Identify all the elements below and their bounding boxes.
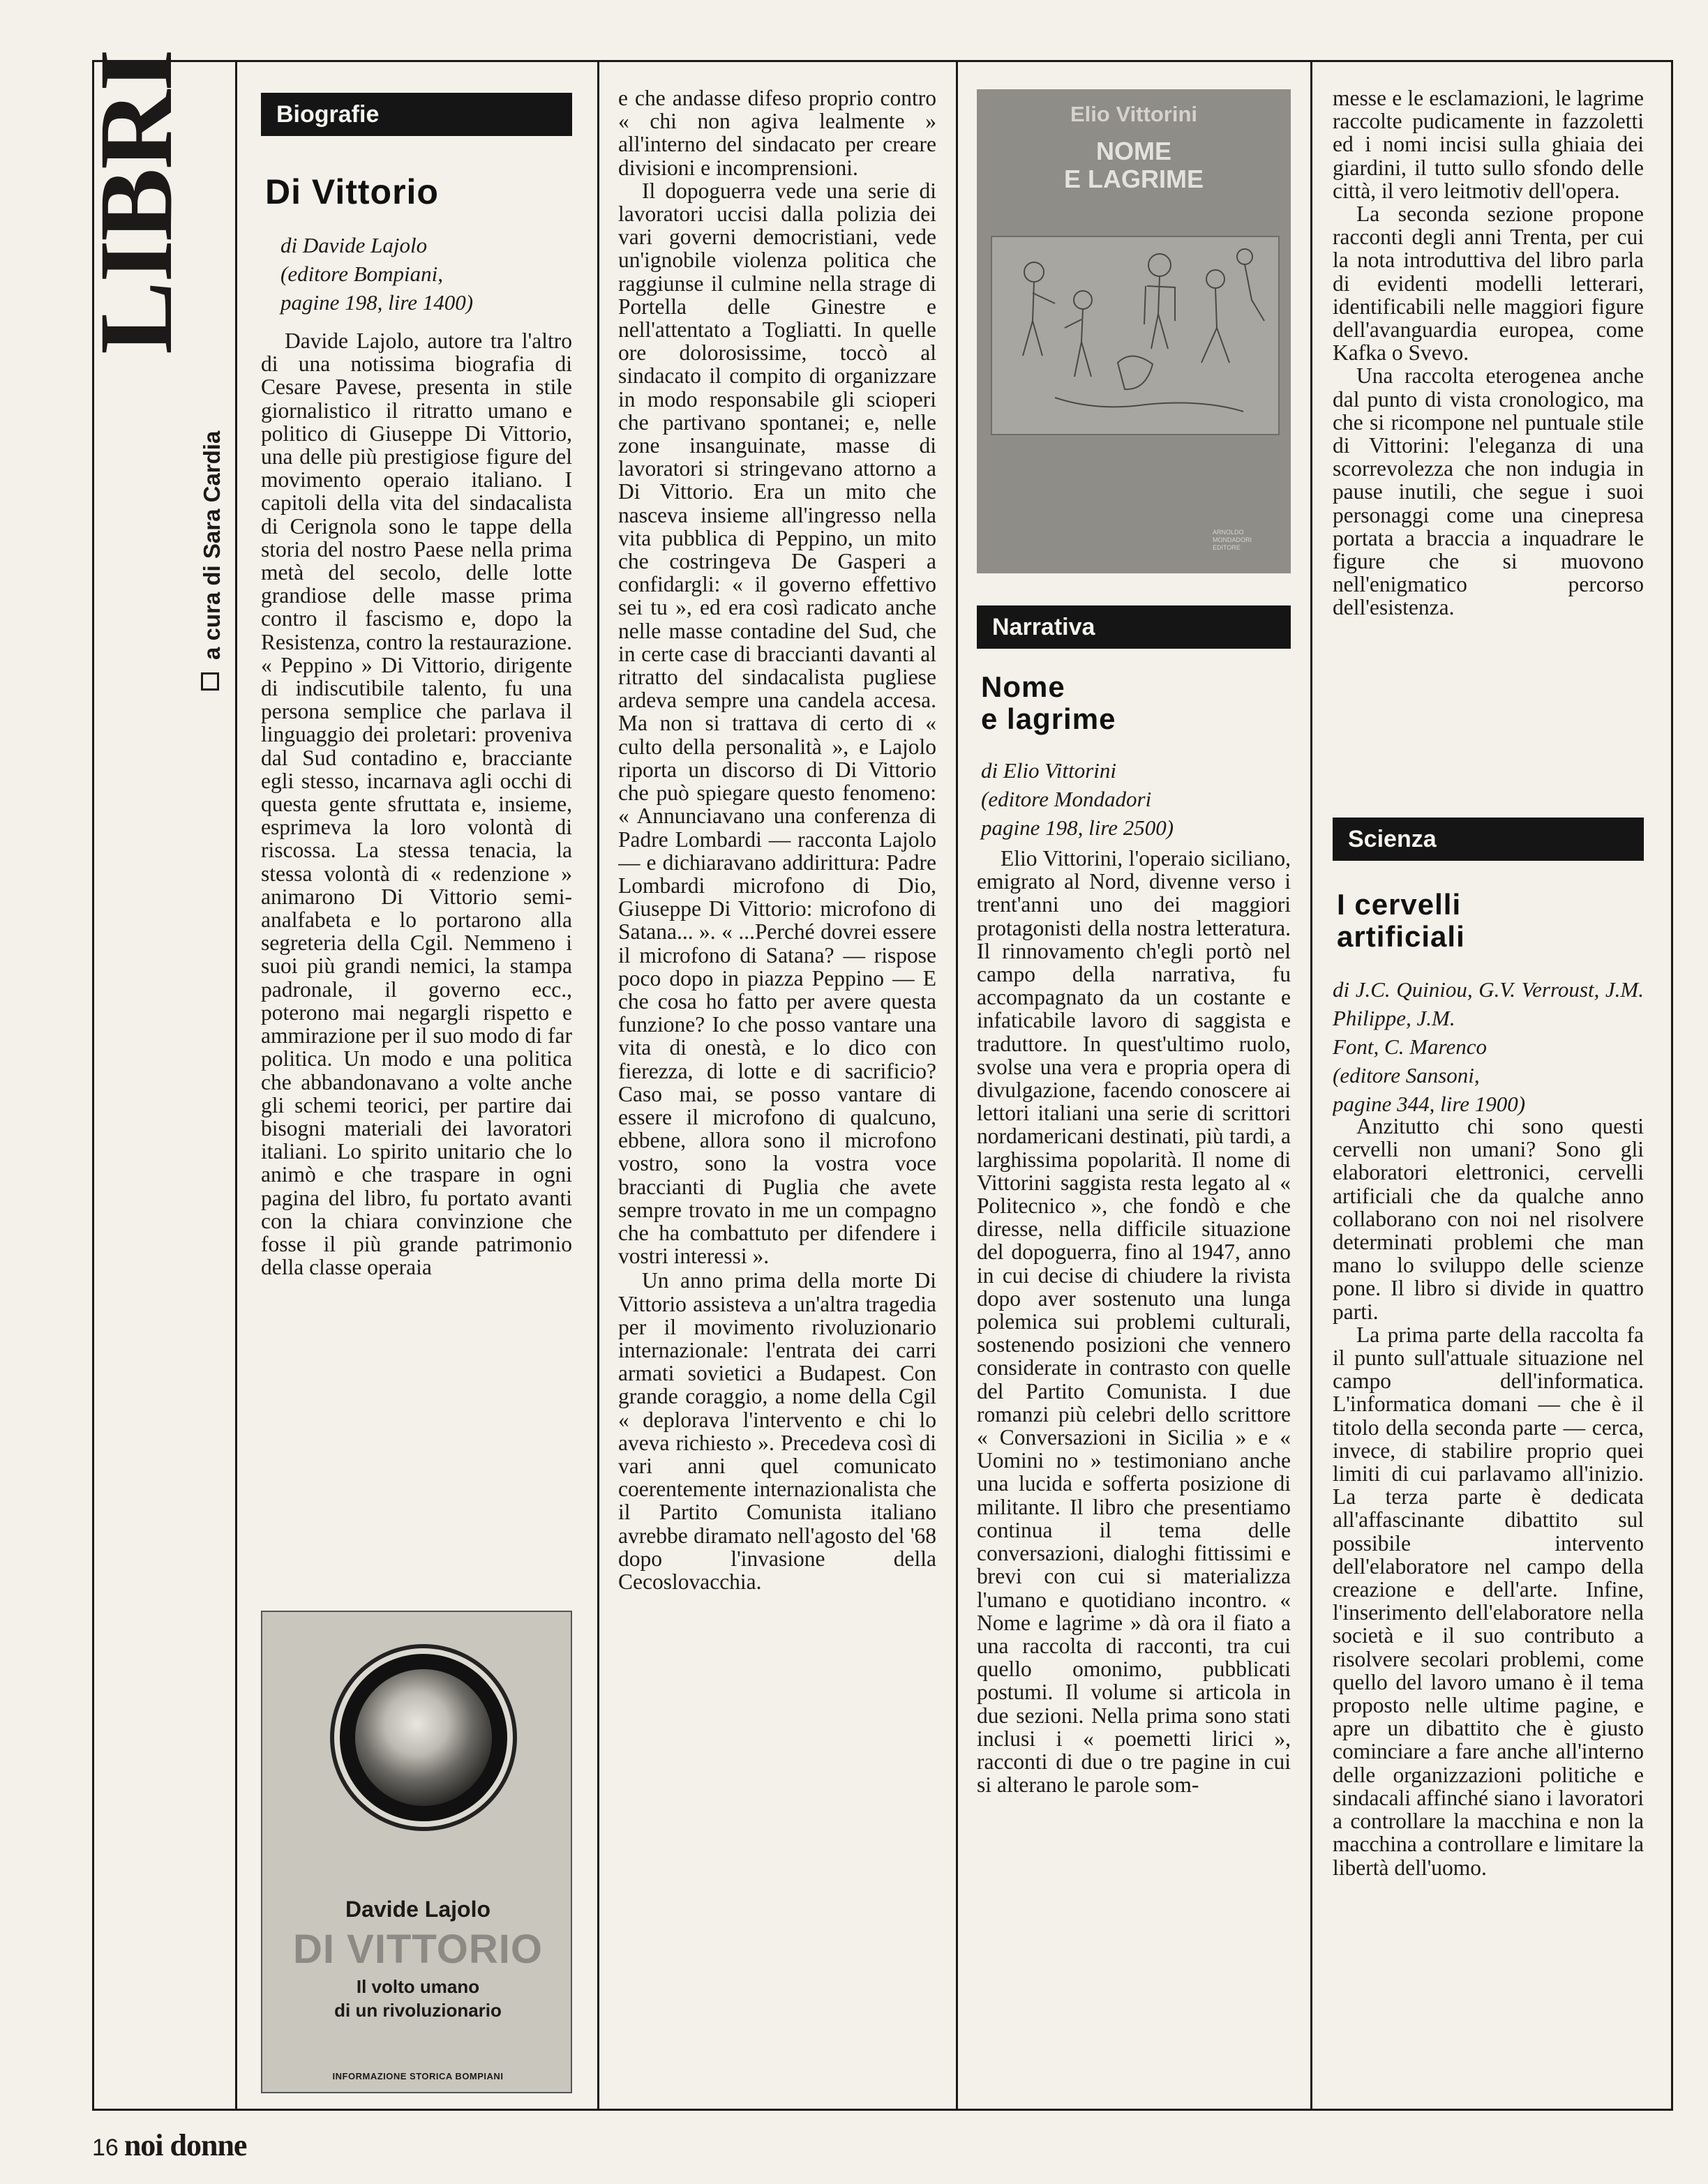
column-rule xyxy=(235,60,237,2111)
curator-checkbox-icon xyxy=(201,672,219,691)
section-label-narrativa: Narrativa xyxy=(977,605,1291,649)
section-label-biografie: Biografie xyxy=(261,93,572,136)
page-footer xyxy=(92,2127,246,2169)
column-rule xyxy=(597,60,599,2111)
article-body-paragraph: Una raccolta eterogenea anche dal punto di vista cronologico, ma che si ricompone nel puntuale stile di Vittorini: l'eleganza di una scorrevolezza che non indugia in pause inutili, che segue i suoi personaggi come una cinepresa portata a braccia a inquadrare le figure che si muovono nell'enigmatico percorso dell'esistenza. xyxy=(1333,363,1644,620)
cover-subtitle-1: Il volto umano xyxy=(356,1976,480,1997)
article-title-nome-e-lagrime: Nome e lagrime xyxy=(981,670,1116,735)
article-body-continued: messe e le esclamazioni, le lagrime raccolte pudicamente in fazzoletti ed i nomi incisi sulla ghiaia dei giardini, il tutto sullo sfondo delle città, il vero leitmotiv dell'opera. xyxy=(1333,86,1644,203)
column-rule xyxy=(1310,60,1312,2111)
cover-author: Elio Vittorini xyxy=(1070,102,1197,126)
article-byline: di J.C. Quiniou, G.V. Verroust, J.M. Philippe, J.M. Font, C. Marenco (editore Sansoni, pagine 344, lire 1900) xyxy=(1333,977,1644,1116)
cover-title-1: NOME xyxy=(1096,137,1171,165)
page-number: 16 xyxy=(92,2134,119,2161)
column-1 xyxy=(261,93,572,2102)
column-4 xyxy=(1333,86,1644,2102)
column-rule xyxy=(956,60,958,2111)
book-cover-di-vittorio xyxy=(261,1611,572,2093)
cover-artwork xyxy=(991,236,1280,435)
article-title-di-vittorio: Di Vittorio xyxy=(265,172,439,211)
article-body-continued: e che andasse difeso proprio contro « chi non agiva lealmente » all'interno del sindacato per creare divisioni e incomprensioni. xyxy=(618,86,936,180)
book-cover-nome-e-lagrime xyxy=(977,89,1291,573)
article-body-paragraph: Il dopoguerra vede una serie di lavoratori uccisi dalla polizia dei vari governi democristiani, vede un'ignobile violenza politica che raggiunse il culmine nella strage di Portella delle Ginestre e nell'attentato a Togliatti. In quelle ore dolorosissime, toccò al sindacato il compito di organizzare in modo responsabile gli scioperi che partivano spontanei; e, nelle zone insanguinate, masse di lavoratori si stringevano attorno a Di Vittorio. Era un mito che nasceva insieme all'ingresso nella vita pubblica di Peppino, un mito che costringeva De Gasperi a confidargli: « il governo effettivo sei tu », ed era così radicato anche nelle masse contadine del Sud, che in certe case di braccianti davanti al ritratto del sindacalista pugliese ardeva sempre una candela accesa. Ma non si trattava di certo di « culto della personalità », e Lajolo riporta un discorso di Di Vittorio che può spiegare questo fenomeno: « Annunciavano una conferenza di Padre Lombardi — racconta Lajolo — e dichiaravano addirittura: Padre Lombardi microfono di Dio, Giuseppe Di Vittorio: microfono di Satana... ». « ...Perché dovrei essere il microfono di Satana? — rispose poco dopo in piazza Peppino — E che cosa ho fatto per avere questa funzione? Io che posso vantare una vita di onestà, e lo dico con fierezza, di lotte e di sacrificio? Caso mai, se posso vantare di essere il microfono di qualcuno, ebbene, allora sono il microfono vostro, sono la vostra voce braccianti di Puglia che avete sempre trovato in me un compagno che ha combattuto per difendere i vostri interessi ». xyxy=(618,178,936,1269)
article-body-paragraph: La seconda sezione propone racconti degli anni Trenta, per cui la nota introduttiva del libro parla di evidenti modelli letterari, identificabili nelle maggiori figure dell'avanguardia europea, come Kafka o Svevo. xyxy=(1333,202,1644,366)
column-3 xyxy=(977,89,1291,2102)
article-byline: di Elio Vittorini (editore Mondadori pagine 198, lire 2500) xyxy=(981,758,1174,840)
cover-portrait-photo xyxy=(355,1669,492,1806)
section-heading-libri: LIBRI xyxy=(78,50,194,354)
curator-credit: a cura di Sara Cardia xyxy=(199,430,225,660)
cover-series: INFORMAZIONE STORICA BOMPIANI xyxy=(332,2071,504,2081)
cover-figures-drawing xyxy=(992,237,1278,434)
column-2 xyxy=(618,86,936,2102)
cover-author: Davide Lajolo xyxy=(345,1897,491,1922)
article-byline: di Davide Lajolo (editore Bompiani, pagine 198, lire 1400) xyxy=(280,233,474,315)
article-body-paragraph: Un anno prima della morte Di Vittorio assisteva a un'altra tragedia per il movimento rivoluzionario internazionale: l'entrata dei carri armati sovietici a Budapest. Con grande coraggio, a nome della Cgil « deplorava l'intervento e chi lo aveva richiesto ». Precedeva così di vari anni quel comunicato coerentemente internazionalista che il Partito Comunista italiano avrebbe diramato nell'agosto del '68 dopo l'invasione della Cecoslovacchia. xyxy=(618,1268,936,1594)
article-body: Davide Lajolo, autore tra l'altro di una notissima biografia di Cesare Pavese, presenta in stile giornalistico il ritratto umano e politico di Giuseppe Di Vittorio, una delle più prestigiose figure del movimento operaio italiano. I capitoli della vita del sindacalista di Cerignola sono le tappe della storia del nostro Paese nella prima metà del secolo, delle lotte grandiose delle masse prima contro il fascismo e, dopo la Resistenza, contro la restaurazione. « Peppino » Di Vittorio, dirigente di indiscutibile talento, fu una persona semplice che parlava il linguaggio dei proletari: proveniva dal Sud contadino e, bracciante egli stesso, incarnava agli occhi di questa gente sfruttata e, insieme, esprimeva la loro volontà di riscossa. La stessa tenacia, la stessa volontà di « redenzione » animarono Di Vittorio semi-analfabeta e lo portarono alla segreteria della Cgil. Nemmeno i suoi più grandi nemici, la stampa padronale, il governo ecc., poterono mai negargli rispetto e ammirazione per il suo modo di far politica. Un modo e una politica che abbandonavano a volte anche gli schemi teorici, per partire dai bisogni materiali dei lavoratori italiani. Lo spirito unitario che lo animò e che traspare in ogni pagina del libro, fu portato avanti con la chiara convinzione che fosse il più grande patrimonio della classe operaia xyxy=(261,329,572,1280)
cover-title: DI VITTORIO xyxy=(293,1927,543,1972)
cover-publisher: ARNOLDO MONDADORI EDITORE xyxy=(1213,529,1252,551)
magazine-logo: noi donne xyxy=(123,2128,247,2162)
article-body: Elio Vittorini, l'operaio siciliano, emigrato al Nord, divenne verso i trent'anni uno dei maggiori protagonisti della nostra letteratura. Il rinnovamento ch'egli portò nel campo della narrativa, fu accompagnato da un costante e infaticabile lavoro di saggista e traduttore. In quest'ultimo ruolo, svolse una vera e propria opera di divulgazione, facendo conoscere ai lettori italiani una serie di scrittori nordamericani destinati, più tardi, a larghissima popolarità. Il nome di Vittorini saggista resta legato al « Politecnico », che fondò e che diresse, nella difficile situazione del dopoguerra, fino al 1947, anno in cui decise di chiudere la rivista dopo aver sostenuto una lunga polemica sui problemi culturali, sostenendo posizioni che vennero considerate in contrasto con quelle del Partito Comunista. I due romanzi più celebri dello scrittore « Conversazioni in Sicilia » e « Uomini no » testimoniano anche una lucida e sofferta posizione di militante. Il libro che presentiamo continua il tema delle conversazioni, dialoghi fittissimi e brevi con cui si materializza l'umano e quotidiano incontro. « Nome e lagrime » dà ora il fiato a una raccolta di racconti, tra cui quello omonimo, pubblicati postumi. Il volume si articola in due sezioni. Nella prima sono stati inclusi i « poemetti lirici », racconti di due o tre pagine in cui si alterano le parole som- xyxy=(977,846,1291,1798)
cover-subtitle-2: di un rivoluzionario xyxy=(334,2000,502,2021)
article-body: Anzitutto chi sono questi cervelli non umani? Sono gli elaboratori elettronici, cervelli artificiali che da qualche anno collaborano con noi nel risolvere determinati problemi che man mano lo sviluppo delle scienze pone. Il libro si divide in quattro parti. La prima parte della raccolta fa il punto sull'attuale situazione nel campo dell'informatica. L'informatica domani — che è il titolo della seconda parte — cerca, invece, di stabilire proprio quei limiti di cui parlavamo all'inizio. La terza parte è dedicata all'affascinante dibattito sul possibile intervento dell'elaboratore nel campo della creazione e dell'arte. Infine, l'inserimento dell'elaboratore nella società e il suo contributo a risolvere secolari problemi, come quello del lavoro umano è il tema proposto nelle ultime pagine, e apre un dibattito che è giusto cominciare a fare anche all'interno delle organizzazioni politiche e sindacali affinché siano i lavoratori a controllare la macchina e non la macchina a controllare e limitare la libertà dell'uomo. xyxy=(1333,1114,1644,1880)
cover-title-2: E LAGRIME xyxy=(1063,165,1204,193)
article-title-cervelli-artificiali: I cervelli artificiali xyxy=(1337,888,1465,953)
section-label-scienza: Scienza xyxy=(1333,818,1644,861)
